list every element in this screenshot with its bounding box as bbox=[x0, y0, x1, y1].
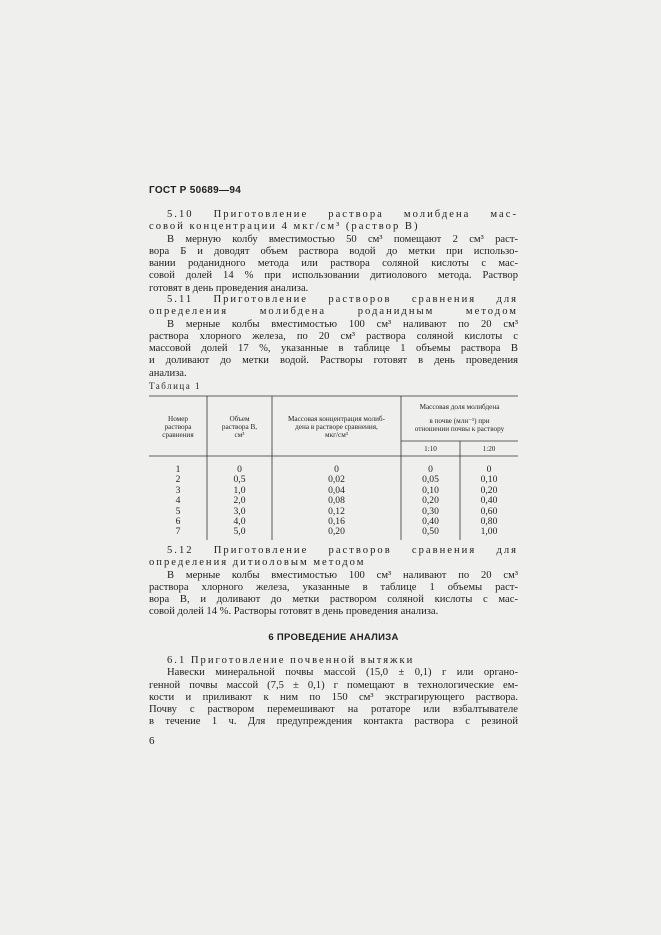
text-line: вора В, и доливают до метки раствором соляной кислоты с мас- bbox=[149, 594, 518, 606]
section-title-line: 5.10 Приготовление раствора молибдена мас- bbox=[167, 209, 518, 220]
text-line: совой долей 14 %. Растворы готовят в день проведения анализа. bbox=[149, 606, 439, 618]
table-col-ratio-1-20: 0 0,10 0,20 0,40 0,60 0,80 1,00 bbox=[480, 464, 498, 538]
section-5-12 bbox=[149, 545, 518, 619]
text-line: массовой долей 17 %, указанные в таблице 1 объемы раствора В bbox=[149, 343, 518, 355]
section-title-line: определения молибдена роданидным методом bbox=[149, 306, 518, 318]
table-head-col3: Массовая концентрация молиб- дена в растворе сравнения, мкг/см³ bbox=[288, 415, 385, 440]
section-6-1 bbox=[149, 655, 518, 729]
table-col-volume: 0 0,5 1,0 2,0 3,0 4,0 5,0 bbox=[233, 464, 246, 538]
table-head-ratio-1-20: 1:20 bbox=[482, 445, 496, 453]
page-number: 6 bbox=[149, 735, 155, 747]
table-head-ratio-1-10: 1:10 bbox=[424, 445, 437, 453]
section-title-line: 6.1 Приготовление почвенной вытяжки bbox=[167, 655, 415, 666]
text-line: кости и приливают к ним по 150 см³ экстрагирующего раствора. bbox=[149, 691, 518, 703]
standard-header: ГОСТ Р 50689—94 bbox=[149, 185, 242, 196]
text-line: генной почвы массой (7,5 ± 0,1) г помещают в технологические ем- bbox=[149, 679, 518, 691]
text-line: в течение 1 ч. Для предупреждения контакта раствора с резиной bbox=[149, 716, 518, 728]
text-line: анализа. bbox=[149, 367, 187, 379]
table-head-col1: Номер раствора сравнения bbox=[162, 415, 194, 440]
text-line: В мерную колбу вместимостью 50 см³ помещают 2 см³ раст- bbox=[167, 233, 518, 245]
text-line: раствора хлорного железа, указанные в таблице 1 объемы раст- bbox=[149, 581, 518, 593]
section-title-line: совой концентрации 4 мкг/см³ (раствор В) bbox=[149, 221, 420, 233]
text-line: вании роданидного метода или раствора соляной кислоты с мас- bbox=[149, 258, 518, 270]
table-head-col4-top: Массовая доля молибдена bbox=[419, 403, 500, 411]
table-head-col4-mid: в почве (млн⁻¹) при отношении почвы к раствору bbox=[414, 417, 505, 434]
text-line: Почву с раствором перемешивают на ротаторе или взбалтывателе bbox=[149, 704, 518, 716]
section-6-title: 6 ПРОВЕДЕНИЕ АНАЛИЗА bbox=[268, 632, 399, 643]
table-col-ratio-1-10: 0 0,05 0,10 0,20 0,30 0,40 0,50 bbox=[422, 464, 439, 538]
table-head-col2: Объем раствора В, см³ bbox=[221, 415, 258, 440]
section-title-line: 5.11 Приготовление растворов сравнения для bbox=[167, 294, 518, 305]
text-line: совой долей 14 % при использовании дитиолового метода. Раствор bbox=[149, 270, 518, 282]
table-col-number: 1 2 3 4 5 6 7 bbox=[175, 464, 181, 538]
text-line: и доливают до метки водой. Растворы готовят в день проведения bbox=[149, 355, 518, 367]
text-line: В мерные колбы вместимостью 100 см³ наливают по 20 см³ bbox=[167, 318, 518, 330]
text-line: вора Б и доводят объем раствора водой до метки при использо- bbox=[149, 245, 518, 257]
section-title-line: определения дитиоловым методом bbox=[149, 557, 366, 569]
text-line: В мерные колбы вместимостью 100 см³ наливают по 20 см³ bbox=[167, 569, 518, 581]
table-caption: Таблица 1 bbox=[149, 381, 201, 391]
section-title-line: 5.12 Приготовление растворов сравнения для bbox=[167, 545, 518, 556]
text-line: готовят в день проведения анализа. bbox=[149, 282, 309, 294]
section-5-11 bbox=[149, 294, 518, 380]
section-5-10 bbox=[149, 209, 518, 295]
text-line: Навески минеральной почвы массой (15,0 ± 0,1) г или органо- bbox=[167, 667, 518, 679]
table-col-concentration: 0 0,02 0,04 0,08 0,12 0,16 0,20 bbox=[328, 464, 345, 538]
text-line: раствора хлорного железа, по 20 см³ раствора соляной кислоты с bbox=[149, 330, 518, 342]
